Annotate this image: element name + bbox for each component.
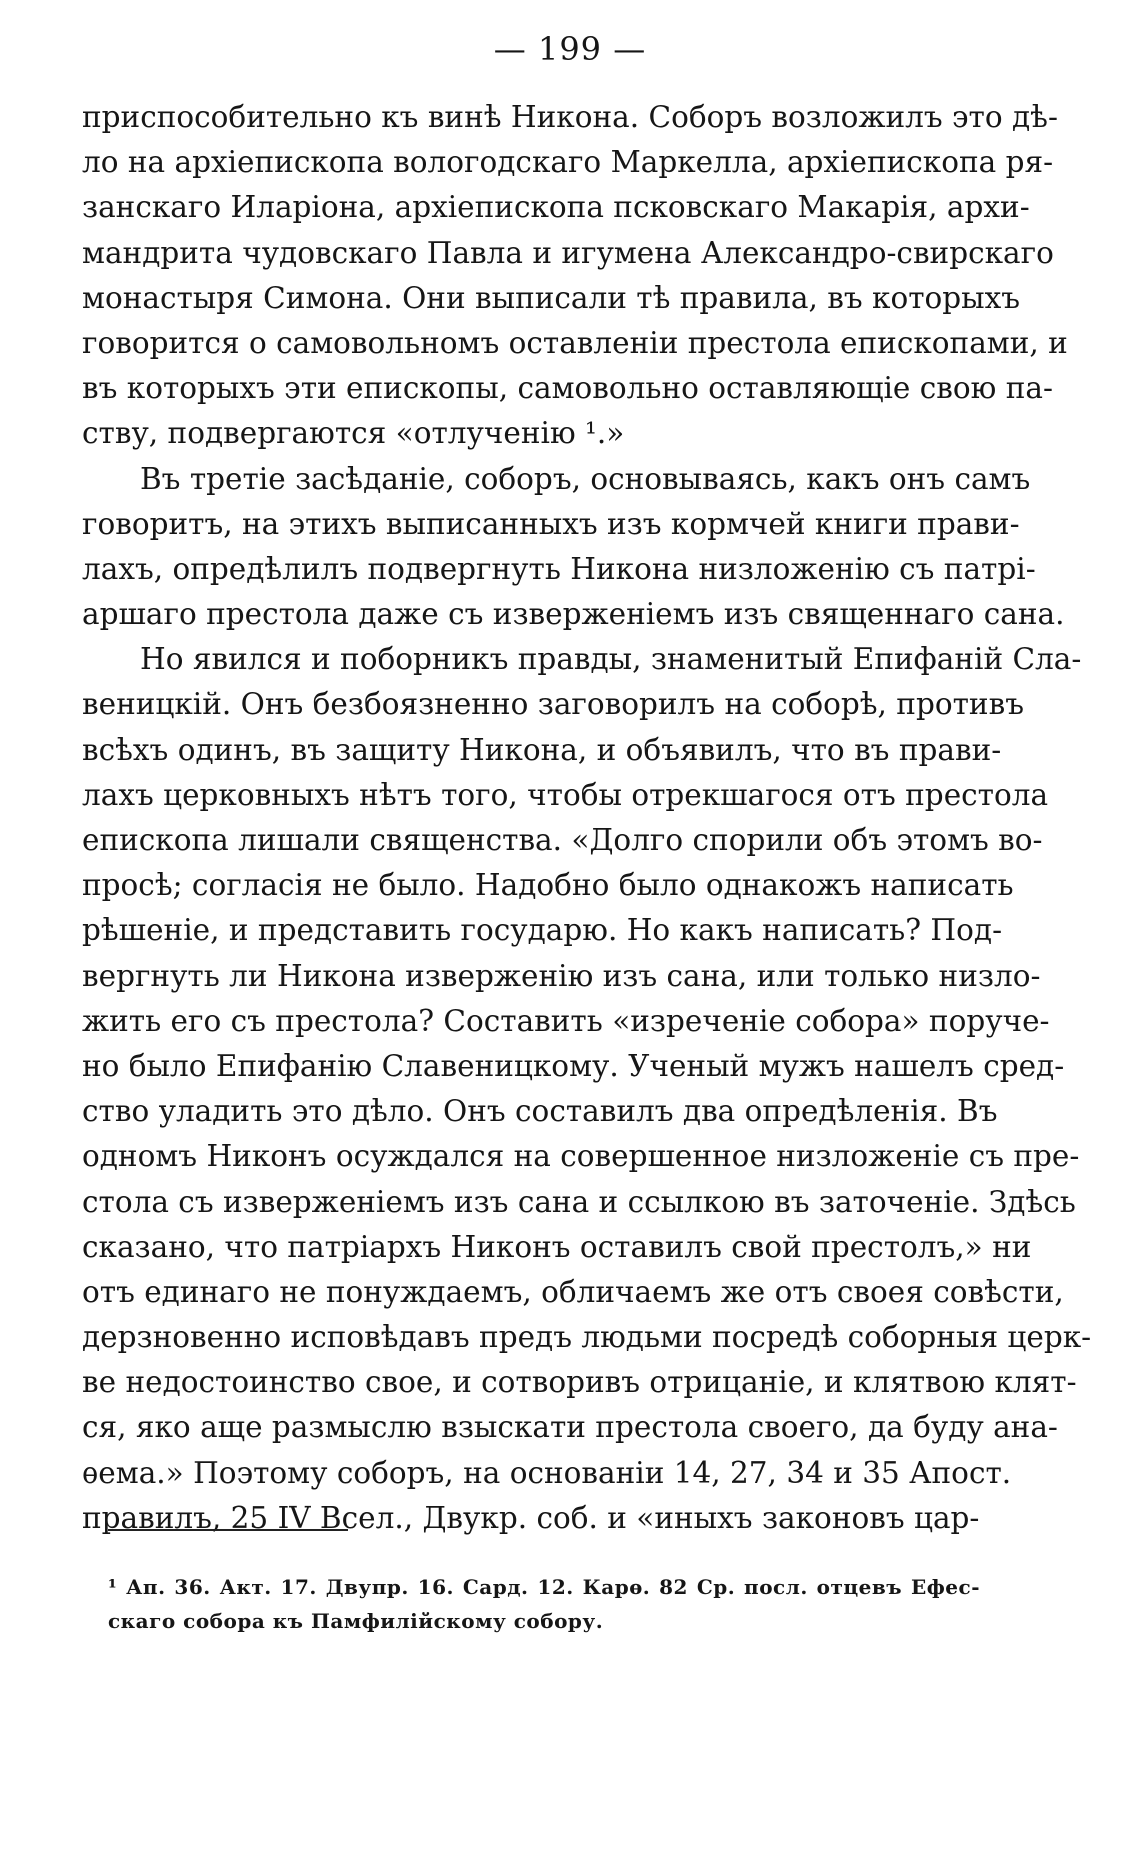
text-line: аршаго престола даже съ изверженіемъ изъ священнаго сана.	[82, 597, 1065, 632]
footnotes	[108, 1570, 980, 1638]
text-line: говорится о самовольномъ оставленіи престола епископами, и	[82, 325, 1068, 360]
text-line: ся, яко аще размыслю взыскати престола своего, да буду ана-	[82, 1410, 1058, 1445]
text-line: ство уладить это дѣло. Онъ составилъ два опредѣленія. Въ	[82, 1094, 998, 1129]
text-line: жить его съ престола? Составить «изреченіе собора» поруче-	[82, 1003, 1050, 1038]
footnote-line: ¹ Ап. 36. Акт. 17. Двупр. 16. Сард. 12. Карѳ. 82 Ср. посл. отцевъ Ефес-	[108, 1575, 980, 1599]
text-line: сказано, что патріархъ Никонъ оставилъ свой престолъ,» ни	[82, 1229, 1032, 1264]
text-line: ве недостоинство свое, и сотворивъ отрицаніе, и клятвою клят-	[82, 1365, 1077, 1400]
text-line: рѣшеніе, и представить государю. Но какъ написать? Под-	[82, 913, 1003, 948]
text-line: вергнуть ли Никона изверженію изъ сана, или только низло-	[82, 958, 1041, 993]
paragraph	[82, 637, 1092, 1541]
text-line: лахъ, опредѣлилъ подвергнуть Никона низложенію съ патрі-	[82, 551, 1036, 586]
text-line: Но явился и поборникъ правды, знаменитый Епифаній Сла-	[140, 642, 1082, 677]
text-line: правилъ, 25 IV Всел., Двукр. соб. и «иныхъ законовъ цар-	[82, 1500, 980, 1535]
text-line: всѣхъ одинъ, въ защиту Никона, и объявилъ, что въ прави-	[82, 732, 1002, 767]
footnote-separator	[108, 1529, 348, 1531]
text-line: говоритъ, на этихъ выписанныхъ изъ кормчей книги прави-	[82, 506, 1020, 541]
text-line: ѳема.» Поэтому соборъ, на основаніи 14, 27, 34 и 35 Апост.	[82, 1455, 1012, 1490]
text-line: монастыря Симона. Они выписали тѣ правила, въ которыхъ	[82, 280, 1021, 315]
body-text	[82, 95, 1092, 1541]
text-line: приспособительно къ винѣ Никона. Соборъ возложилъ это дѣ-	[82, 100, 1058, 134]
text-line: но было Епифанію Славеницкому. Ученый мужъ нашелъ сред-	[82, 1048, 1065, 1083]
text-line: отъ единаго не понуждаемъ, обличаемъ же отъ своея совѣсти,	[82, 1274, 1064, 1309]
footnote-line: скаго собора къ Памфилійскому собору.	[108, 1609, 604, 1633]
page-number: — 199 —	[493, 30, 647, 68]
text-line: занскаго Иларіона, архіепископа псковскаго Макарія, архи-	[82, 190, 1030, 225]
text-line: епископа лишали священства. «Долго спорили объ этомъ во-	[82, 823, 1043, 857]
text-line: Въ третіе засѣданіе, соборъ, основываясь, какъ онъ самъ	[140, 461, 1031, 496]
paragraph	[82, 457, 1065, 638]
text-line: дерзновенно исповѣдавъ предъ людьми посредѣ соборныя церк-	[82, 1320, 1092, 1355]
text-line: стола съ изверженіемъ изъ сана и ссылкою въ заточеніе. Здѣсь	[82, 1184, 1076, 1219]
text-line: мандрита чудовскаго Павла и игумена Александро-свирскаго	[82, 235, 1054, 270]
text-line: просѣ; согласія не было. Надобно было однакожъ написать	[82, 868, 1014, 903]
text-line: одномъ Никонъ осуждался на совершенное низложеніе съ пре-	[82, 1139, 1080, 1174]
text-line: ству, подвергаются «отлученію ¹.»	[82, 416, 625, 451]
text-line: веницкій. Онъ безбоязненно заговорилъ на соборѣ, противъ	[82, 687, 1024, 722]
text-line: въ которыхъ эти епископы, самовольно оставляющіе свою па-	[82, 371, 1053, 406]
text-line: ло на архіепископа вологодскаго Маркелла, архіепископа ря-	[82, 145, 1054, 180]
paragraph	[82, 95, 1068, 457]
text-line: лахъ церковныхъ нѣтъ того, чтобы отрекшагося отъ престола	[82, 777, 1049, 812]
